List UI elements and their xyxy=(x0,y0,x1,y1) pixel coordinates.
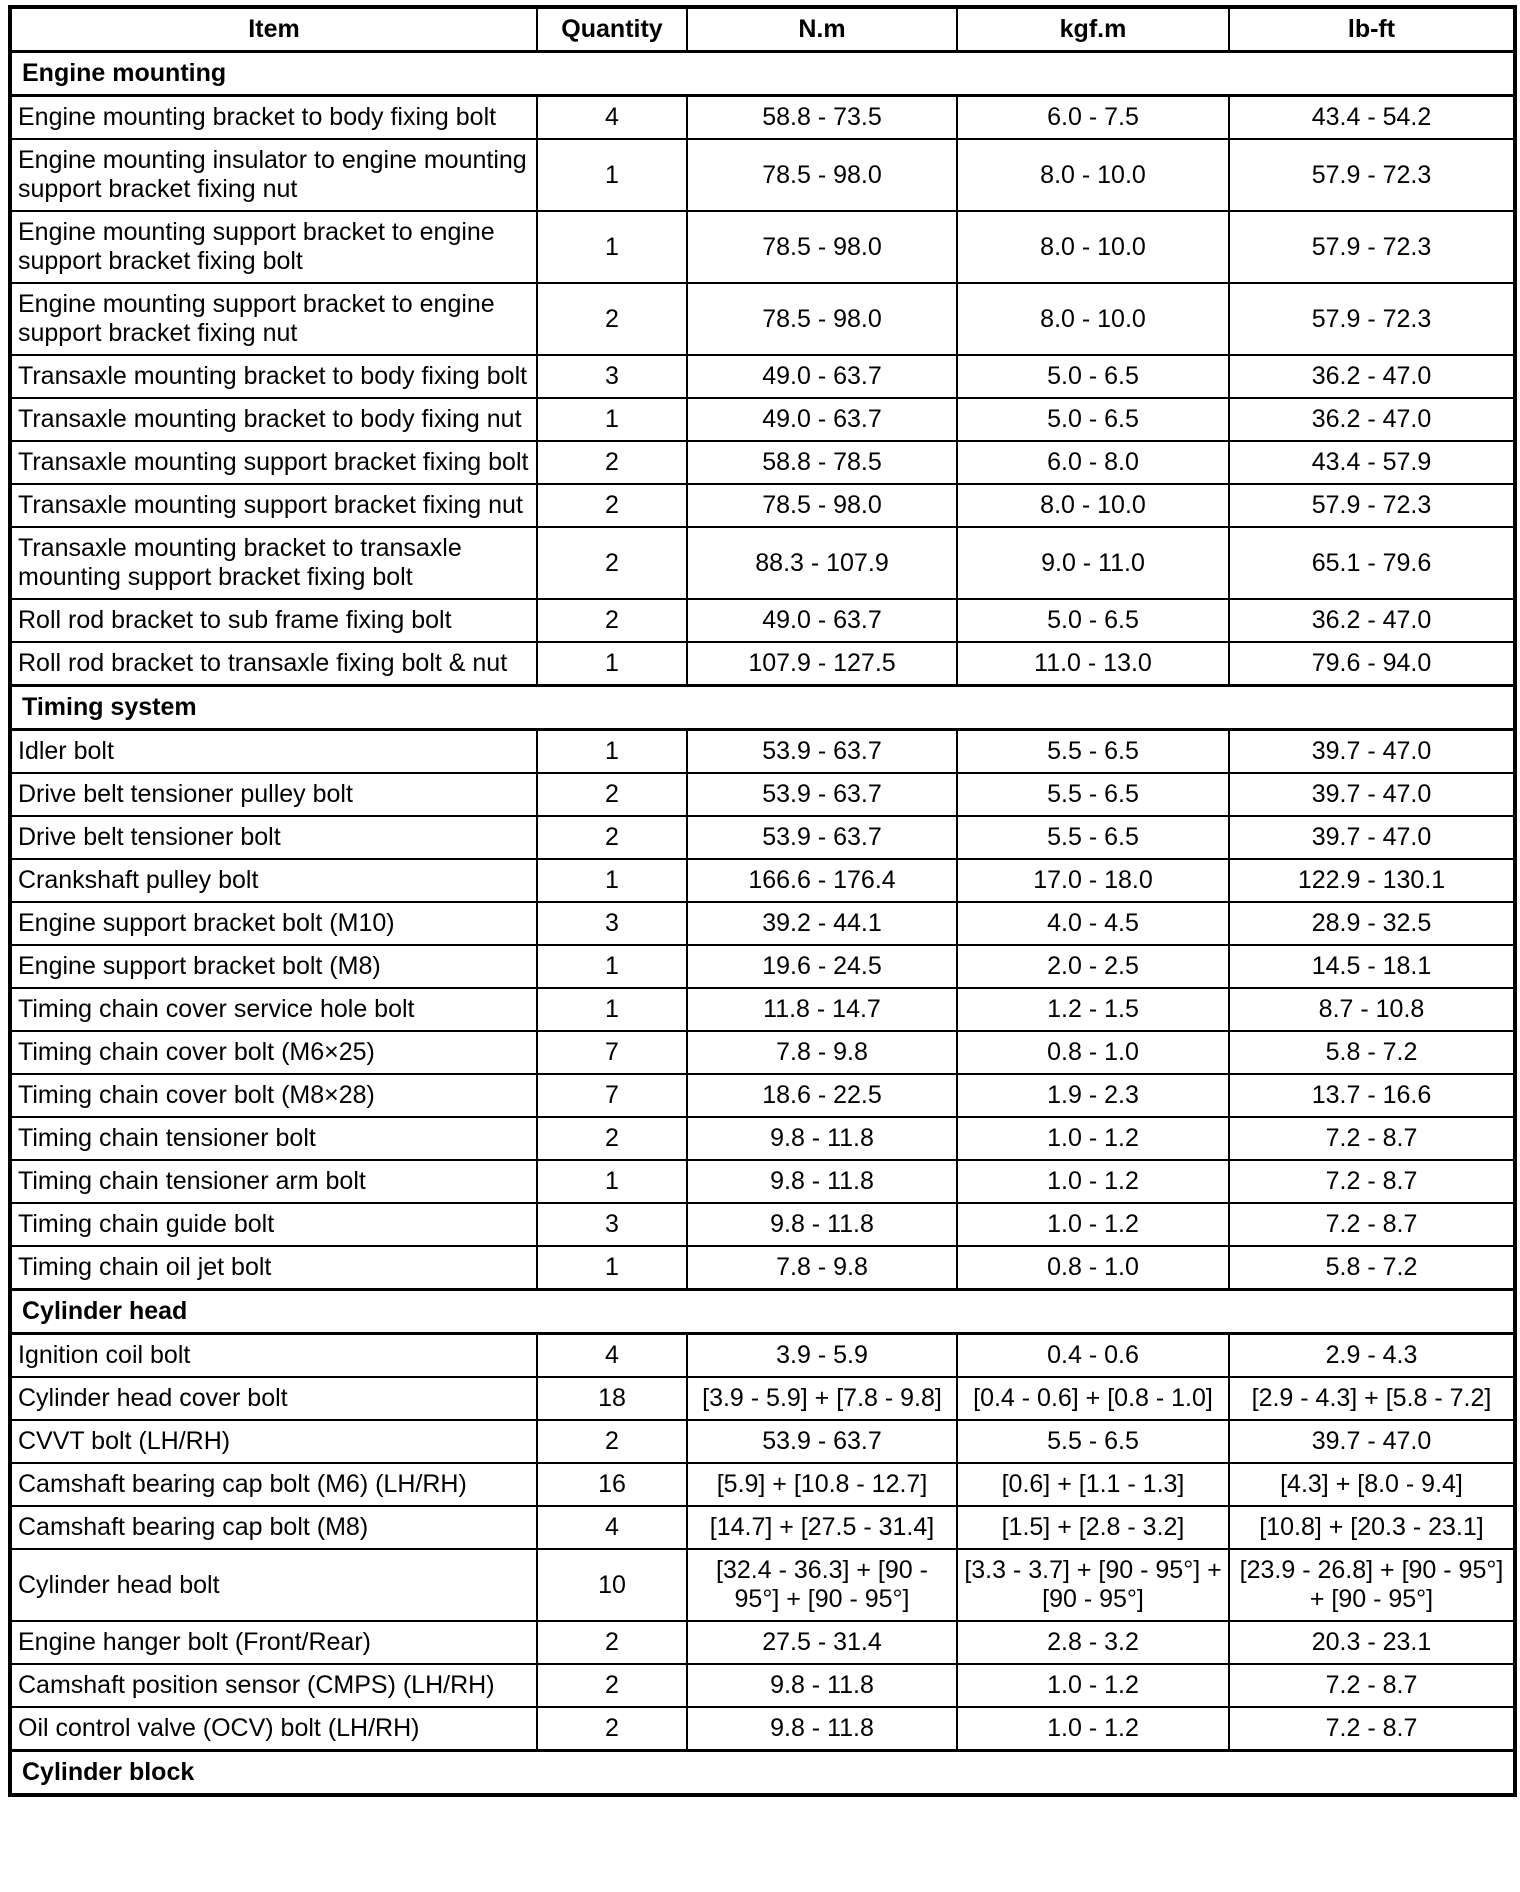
item-cell: Engine mounting bracket to body fixing bolt xyxy=(10,96,537,140)
nm-cell: 49.0 - 63.7 xyxy=(687,398,957,441)
item-cell: Transaxle mounting bracket to body fixing nut xyxy=(10,398,537,441)
quantity-cell: 2 xyxy=(537,1664,687,1707)
table-row xyxy=(10,902,1515,945)
item-cell: Roll rod bracket to sub frame fixing bolt xyxy=(10,599,537,642)
lbft-cell: 14.5 - 18.1 xyxy=(1229,945,1515,988)
nm-cell: 27.5 - 31.4 xyxy=(687,1621,957,1664)
section-row xyxy=(10,1290,1515,1334)
lbft-cell: 39.7 - 47.0 xyxy=(1229,816,1515,859)
nm-cell: 53.9 - 63.7 xyxy=(687,773,957,816)
table-row xyxy=(10,1246,1515,1290)
column-header-lbft: lb-ft xyxy=(1229,7,1515,52)
nm-cell: 53.9 - 63.7 xyxy=(687,730,957,774)
kgfm-cell: 2.8 - 3.2 xyxy=(957,1621,1229,1664)
quantity-cell: 1 xyxy=(537,642,687,686)
table-row xyxy=(10,1549,1515,1621)
lbft-cell: 28.9 - 32.5 xyxy=(1229,902,1515,945)
nm-cell: 39.2 - 44.1 xyxy=(687,902,957,945)
kgfm-cell: 9.0 - 11.0 xyxy=(957,527,1229,599)
column-header-item: Item xyxy=(10,7,537,52)
quantity-cell: 3 xyxy=(537,1203,687,1246)
table-row xyxy=(10,527,1515,599)
lbft-cell: 43.4 - 54.2 xyxy=(1229,96,1515,140)
section-header: Engine mounting xyxy=(10,52,1515,96)
item-cell: Transaxle mounting bracket to body fixing bolt xyxy=(10,355,537,398)
item-cell: Timing chain tensioner bolt xyxy=(10,1117,537,1160)
table-row xyxy=(10,1203,1515,1246)
kgfm-cell: 5.5 - 6.5 xyxy=(957,773,1229,816)
kgfm-cell: 1.0 - 1.2 xyxy=(957,1664,1229,1707)
item-cell: Timing chain cover bolt (M6×25) xyxy=(10,1031,537,1074)
quantity-cell: 2 xyxy=(537,527,687,599)
nm-cell: 9.8 - 11.8 xyxy=(687,1160,957,1203)
item-cell: Timing chain cover service hole bolt xyxy=(10,988,537,1031)
lbft-cell: 5.8 - 7.2 xyxy=(1229,1246,1515,1290)
header-row xyxy=(10,7,1515,52)
lbft-cell: [10.8] + [20.3 - 23.1] xyxy=(1229,1506,1515,1549)
item-cell: Idler bolt xyxy=(10,730,537,774)
item-cell: CVVT bolt (LH/RH) xyxy=(10,1420,537,1463)
table-row xyxy=(10,642,1515,686)
nm-cell: 78.5 - 98.0 xyxy=(687,139,957,211)
quantity-cell: 10 xyxy=(537,1549,687,1621)
torque-spec-table xyxy=(8,5,1517,1797)
lbft-cell: 65.1 - 79.6 xyxy=(1229,527,1515,599)
table-row xyxy=(10,1074,1515,1117)
nm-cell: 107.9 - 127.5 xyxy=(687,642,957,686)
kgfm-cell: [0.4 - 0.6] + [0.8 - 1.0] xyxy=(957,1377,1229,1420)
table-row xyxy=(10,441,1515,484)
table-row xyxy=(10,1377,1515,1420)
lbft-cell: 57.9 - 72.3 xyxy=(1229,283,1515,355)
nm-cell: 78.5 - 98.0 xyxy=(687,211,957,283)
table-row xyxy=(10,773,1515,816)
item-cell: Timing chain cover bolt (M8×28) xyxy=(10,1074,537,1117)
item-cell: Cylinder head cover bolt xyxy=(10,1377,537,1420)
item-cell: Crankshaft pulley bolt xyxy=(10,859,537,902)
lbft-cell: 57.9 - 72.3 xyxy=(1229,484,1515,527)
lbft-cell: 7.2 - 8.7 xyxy=(1229,1664,1515,1707)
kgfm-cell: 5.0 - 6.5 xyxy=(957,599,1229,642)
nm-cell: [14.7] + [27.5 - 31.4] xyxy=(687,1506,957,1549)
item-cell: Timing chain oil jet bolt xyxy=(10,1246,537,1290)
nm-cell: 11.8 - 14.7 xyxy=(687,988,957,1031)
kgfm-cell: 0.8 - 1.0 xyxy=(957,1246,1229,1290)
kgfm-cell: [3.3 - 3.7] + [90 - 95°] + [90 - 95°] xyxy=(957,1549,1229,1621)
table-row xyxy=(10,816,1515,859)
lbft-cell: 7.2 - 8.7 xyxy=(1229,1707,1515,1751)
item-cell: Engine support bracket bolt (M10) xyxy=(10,902,537,945)
kgfm-cell: 17.0 - 18.0 xyxy=(957,859,1229,902)
nm-cell: 18.6 - 22.5 xyxy=(687,1074,957,1117)
lbft-cell: 39.7 - 47.0 xyxy=(1229,773,1515,816)
quantity-cell: 2 xyxy=(537,1420,687,1463)
section-row xyxy=(10,1751,1515,1796)
nm-cell: 53.9 - 63.7 xyxy=(687,816,957,859)
table-row xyxy=(10,1707,1515,1751)
item-cell: Drive belt tensioner pulley bolt xyxy=(10,773,537,816)
quantity-cell: 1 xyxy=(537,1160,687,1203)
nm-cell: 9.8 - 11.8 xyxy=(687,1707,957,1751)
quantity-cell: 4 xyxy=(537,1334,687,1378)
kgfm-cell: 5.5 - 6.5 xyxy=(957,816,1229,859)
quantity-cell: 2 xyxy=(537,441,687,484)
nm-cell: [32.4 - 36.3] + [90 - 95°] + [90 - 95°] xyxy=(687,1549,957,1621)
quantity-cell: 2 xyxy=(537,1117,687,1160)
kgfm-cell: 2.0 - 2.5 xyxy=(957,945,1229,988)
lbft-cell: 2.9 - 4.3 xyxy=(1229,1334,1515,1378)
table-row xyxy=(10,1160,1515,1203)
kgfm-cell: 1.0 - 1.2 xyxy=(957,1707,1229,1751)
table-header xyxy=(10,7,1515,52)
column-header-kgfm: kgf.m xyxy=(957,7,1229,52)
nm-cell: 88.3 - 107.9 xyxy=(687,527,957,599)
lbft-cell: 122.9 - 130.1 xyxy=(1229,859,1515,902)
table-row xyxy=(10,859,1515,902)
lbft-cell: 36.2 - 47.0 xyxy=(1229,355,1515,398)
column-header-quantity: Quantity xyxy=(537,7,687,52)
kgfm-cell: 1.9 - 2.3 xyxy=(957,1074,1229,1117)
nm-cell: 49.0 - 63.7 xyxy=(687,599,957,642)
lbft-cell: [2.9 - 4.3] + [5.8 - 7.2] xyxy=(1229,1377,1515,1420)
item-cell: Cylinder head bolt xyxy=(10,1549,537,1621)
lbft-cell: 7.2 - 8.7 xyxy=(1229,1160,1515,1203)
quantity-cell: 1 xyxy=(537,730,687,774)
nm-cell: [5.9] + [10.8 - 12.7] xyxy=(687,1463,957,1506)
table-row xyxy=(10,945,1515,988)
item-cell: Roll rod bracket to transaxle fixing bolt & nut xyxy=(10,642,537,686)
quantity-cell: 2 xyxy=(537,484,687,527)
table-row xyxy=(10,1621,1515,1664)
kgfm-cell: 1.0 - 1.2 xyxy=(957,1117,1229,1160)
lbft-cell: [4.3] + [8.0 - 9.4] xyxy=(1229,1463,1515,1506)
nm-cell: 9.8 - 11.8 xyxy=(687,1117,957,1160)
table-row xyxy=(10,1664,1515,1707)
lbft-cell: 79.6 - 94.0 xyxy=(1229,642,1515,686)
kgfm-cell: 11.0 - 13.0 xyxy=(957,642,1229,686)
kgfm-cell: 1.2 - 1.5 xyxy=(957,988,1229,1031)
kgfm-cell: 5.5 - 6.5 xyxy=(957,730,1229,774)
lbft-cell: 7.2 - 8.7 xyxy=(1229,1203,1515,1246)
lbft-cell: 36.2 - 47.0 xyxy=(1229,398,1515,441)
kgfm-cell: 6.0 - 7.5 xyxy=(957,96,1229,140)
item-cell: Engine support bracket bolt (M8) xyxy=(10,945,537,988)
lbft-cell: 57.9 - 72.3 xyxy=(1229,139,1515,211)
table-row xyxy=(10,211,1515,283)
table-row xyxy=(10,988,1515,1031)
table-row xyxy=(10,398,1515,441)
quantity-cell: 2 xyxy=(537,1707,687,1751)
table-row xyxy=(10,355,1515,398)
kgfm-cell: 5.5 - 6.5 xyxy=(957,1420,1229,1463)
nm-cell: 78.5 - 98.0 xyxy=(687,283,957,355)
nm-cell: 7.8 - 9.8 xyxy=(687,1246,957,1290)
nm-cell: 58.8 - 73.5 xyxy=(687,96,957,140)
quantity-cell: 1 xyxy=(537,211,687,283)
kgfm-cell: 6.0 - 8.0 xyxy=(957,441,1229,484)
item-cell: Camshaft bearing cap bolt (M6) (LH/RH) xyxy=(10,1463,537,1506)
kgfm-cell: 5.0 - 6.5 xyxy=(957,398,1229,441)
section-row xyxy=(10,686,1515,730)
lbft-cell: 5.8 - 7.2 xyxy=(1229,1031,1515,1074)
table-row xyxy=(10,1463,1515,1506)
table-row xyxy=(10,96,1515,140)
item-cell: Timing chain guide bolt xyxy=(10,1203,537,1246)
quantity-cell: 1 xyxy=(537,859,687,902)
section-row xyxy=(10,52,1515,96)
item-cell: Engine mounting support bracket to engine support bracket fixing bolt xyxy=(10,211,537,283)
item-cell: Engine mounting insulator to engine mounting support bracket fixing nut xyxy=(10,139,537,211)
quantity-cell: 3 xyxy=(537,355,687,398)
item-cell: Oil control valve (OCV) bolt (LH/RH) xyxy=(10,1707,537,1751)
quantity-cell: 4 xyxy=(537,96,687,140)
item-cell: Engine mounting support bracket to engine support bracket fixing nut xyxy=(10,283,537,355)
item-cell: Camshaft position sensor (CMPS) (LH/RH) xyxy=(10,1664,537,1707)
kgfm-cell: [1.5] + [2.8 - 3.2] xyxy=(957,1506,1229,1549)
lbft-cell: 57.9 - 72.3 xyxy=(1229,211,1515,283)
nm-cell: 7.8 - 9.8 xyxy=(687,1031,957,1074)
table-row xyxy=(10,1506,1515,1549)
quantity-cell: 1 xyxy=(537,398,687,441)
quantity-cell: 16 xyxy=(537,1463,687,1506)
nm-cell: 58.8 - 78.5 xyxy=(687,441,957,484)
lbft-cell: 13.7 - 16.6 xyxy=(1229,1074,1515,1117)
quantity-cell: 1 xyxy=(537,139,687,211)
quantity-cell: 7 xyxy=(537,1031,687,1074)
lbft-cell: 39.7 - 47.0 xyxy=(1229,1420,1515,1463)
table-row xyxy=(10,1420,1515,1463)
table-row xyxy=(10,1117,1515,1160)
item-cell: Camshaft bearing cap bolt (M8) xyxy=(10,1506,537,1549)
table-row xyxy=(10,599,1515,642)
quantity-cell: 4 xyxy=(537,1506,687,1549)
item-cell: Transaxle mounting support bracket fixing nut xyxy=(10,484,537,527)
kgfm-cell: 8.0 - 10.0 xyxy=(957,484,1229,527)
item-cell: Ignition coil bolt xyxy=(10,1334,537,1378)
nm-cell: 3.9 - 5.9 xyxy=(687,1334,957,1378)
lbft-cell: 39.7 - 47.0 xyxy=(1229,730,1515,774)
nm-cell: 53.9 - 63.7 xyxy=(687,1420,957,1463)
nm-cell: 78.5 - 98.0 xyxy=(687,484,957,527)
kgfm-cell: 1.0 - 1.2 xyxy=(957,1203,1229,1246)
nm-cell: 49.0 - 63.7 xyxy=(687,355,957,398)
item-cell: Engine hanger bolt (Front/Rear) xyxy=(10,1621,537,1664)
column-header-nm: N.m xyxy=(687,7,957,52)
quantity-cell: 1 xyxy=(537,988,687,1031)
table-row xyxy=(10,139,1515,211)
item-cell: Timing chain tensioner arm bolt xyxy=(10,1160,537,1203)
section-header: Timing system xyxy=(10,686,1515,730)
quantity-cell: 3 xyxy=(537,902,687,945)
quantity-cell: 1 xyxy=(537,1246,687,1290)
item-cell: Drive belt tensioner bolt xyxy=(10,816,537,859)
kgfm-cell: 1.0 - 1.2 xyxy=(957,1160,1229,1203)
lbft-cell: 20.3 - 23.1 xyxy=(1229,1621,1515,1664)
nm-cell: 166.6 - 176.4 xyxy=(687,859,957,902)
kgfm-cell: 8.0 - 10.0 xyxy=(957,211,1229,283)
quantity-cell: 2 xyxy=(537,816,687,859)
quantity-cell: 2 xyxy=(537,283,687,355)
quantity-cell: 18 xyxy=(537,1377,687,1420)
nm-cell: 9.8 - 11.8 xyxy=(687,1664,957,1707)
nm-cell: 9.8 - 11.8 xyxy=(687,1203,957,1246)
quantity-cell: 1 xyxy=(537,945,687,988)
quantity-cell: 7 xyxy=(537,1074,687,1117)
kgfm-cell: 5.0 - 6.5 xyxy=(957,355,1229,398)
section-header: Cylinder head xyxy=(10,1290,1515,1334)
item-cell: Transaxle mounting support bracket fixing bolt xyxy=(10,441,537,484)
quantity-cell: 2 xyxy=(537,1621,687,1664)
table-row xyxy=(10,1031,1515,1074)
kgfm-cell: 0.4 - 0.6 xyxy=(957,1334,1229,1378)
quantity-cell: 2 xyxy=(537,773,687,816)
quantity-cell: 2 xyxy=(537,599,687,642)
table-row xyxy=(10,283,1515,355)
lbft-cell: 8.7 - 10.8 xyxy=(1229,988,1515,1031)
table-body xyxy=(10,52,1515,1796)
table-row xyxy=(10,730,1515,774)
kgfm-cell: [0.6] + [1.1 - 1.3] xyxy=(957,1463,1229,1506)
table-row xyxy=(10,484,1515,527)
kgfm-cell: 4.0 - 4.5 xyxy=(957,902,1229,945)
nm-cell: 19.6 - 24.5 xyxy=(687,945,957,988)
table-row xyxy=(10,1334,1515,1378)
lbft-cell: [23.9 - 26.8] + [90 - 95°] + [90 - 95°] xyxy=(1229,1549,1515,1621)
kgfm-cell: 8.0 - 10.0 xyxy=(957,139,1229,211)
nm-cell: [3.9 - 5.9] + [7.8 - 9.8] xyxy=(687,1377,957,1420)
section-header: Cylinder block xyxy=(10,1751,1515,1796)
lbft-cell: 36.2 - 47.0 xyxy=(1229,599,1515,642)
lbft-cell: 7.2 - 8.7 xyxy=(1229,1117,1515,1160)
lbft-cell: 43.4 - 57.9 xyxy=(1229,441,1515,484)
item-cell: Transaxle mounting bracket to transaxle mounting support bracket fixing bolt xyxy=(10,527,537,599)
kgfm-cell: 0.8 - 1.0 xyxy=(957,1031,1229,1074)
kgfm-cell: 8.0 - 10.0 xyxy=(957,283,1229,355)
